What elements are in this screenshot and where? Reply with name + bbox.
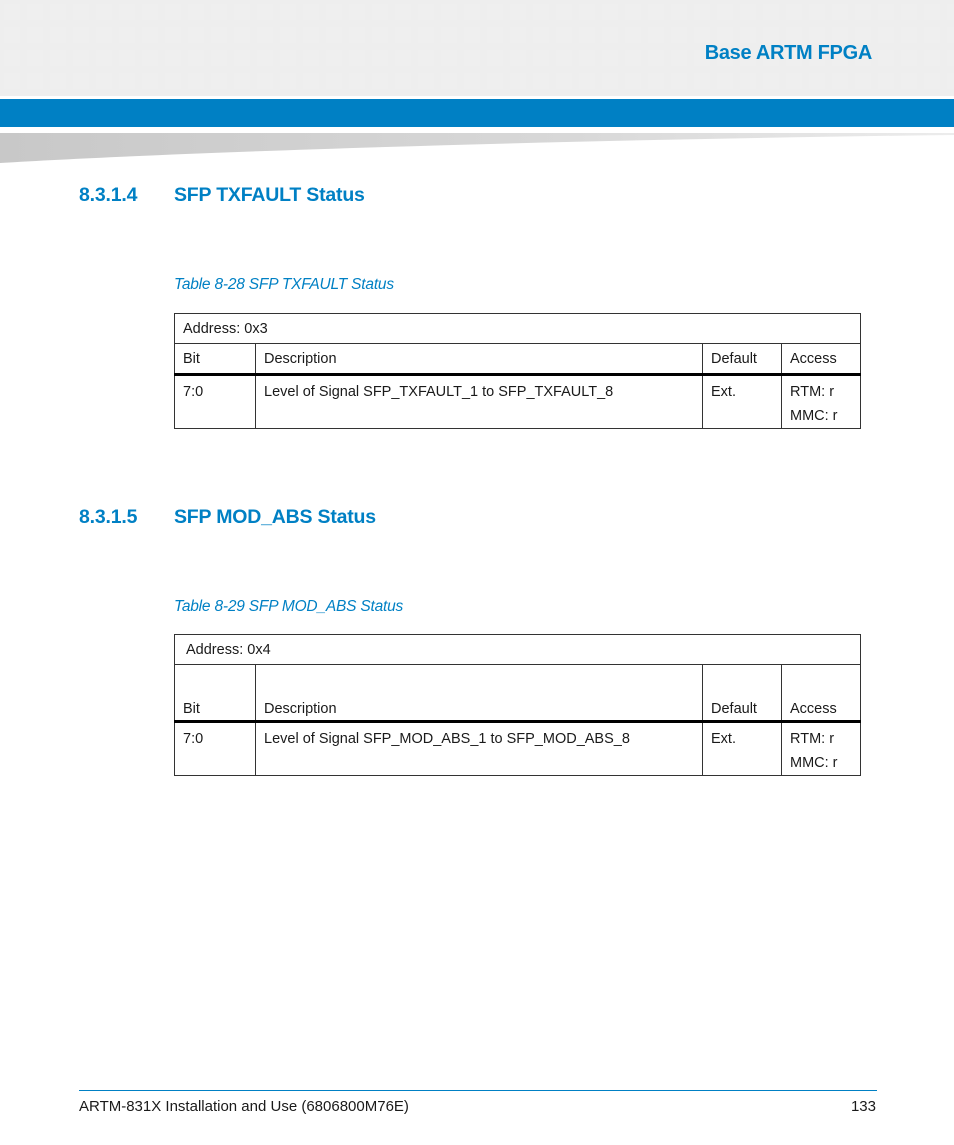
pattern-tile: [556, 73, 572, 89]
pattern-tile: [50, 4, 66, 20]
register-table-modabs: [174, 634, 861, 776]
pattern-tile: [96, 73, 112, 89]
pattern-tile: [648, 27, 664, 43]
pattern-tile: [257, 73, 273, 89]
col-header-description: Description: [256, 344, 703, 375]
access-line: RTM: r: [790, 731, 835, 747]
pattern-tile: [878, 27, 894, 43]
pattern-tile: [625, 73, 641, 89]
pattern-tile: [602, 27, 618, 43]
footer-rule: [79, 1090, 877, 1091]
pattern-tile: [464, 27, 480, 43]
pattern-tile: [556, 27, 572, 43]
pattern-tile: [717, 73, 733, 89]
pattern-tile: [441, 4, 457, 20]
pattern-tile: [579, 50, 595, 66]
pattern-tile: [510, 4, 526, 20]
pattern-tile: [855, 73, 871, 89]
section-number: 8.3.1.4: [79, 184, 138, 206]
pattern-tile: [326, 73, 342, 89]
pattern-tile: [855, 27, 871, 43]
pattern-tile: [73, 4, 89, 20]
cell-description: Level of Signal SFP_TXFAULT_1 to SFP_TXFAULT_8: [256, 375, 703, 429]
pattern-tile: [211, 4, 227, 20]
access-line: MMC: r: [790, 408, 838, 424]
pattern-tile: [832, 73, 848, 89]
pattern-tile: [257, 50, 273, 66]
pattern-tile: [924, 73, 940, 89]
pattern-tile: [303, 50, 319, 66]
pattern-tile: [349, 4, 365, 20]
pattern-tile: [27, 50, 43, 66]
pattern-tile: [832, 4, 848, 20]
pattern-tile: [487, 73, 503, 89]
pattern-tile: [349, 73, 365, 89]
pattern-tile: [188, 50, 204, 66]
pattern-tile: [211, 50, 227, 66]
header-swoosh: [0, 127, 954, 163]
pattern-tile: [27, 27, 43, 43]
pattern-tile: [878, 50, 894, 66]
pattern-tile: [763, 73, 779, 89]
pattern-tile: [671, 73, 687, 89]
pattern-tile: [4, 50, 20, 66]
pattern-tile: [188, 4, 204, 20]
pattern-tile: [556, 4, 572, 20]
header-title: Base ARTM FPGA: [704, 42, 872, 64]
pattern-tile: [648, 4, 664, 20]
pattern-tile: [142, 73, 158, 89]
pattern-tile: [556, 50, 572, 66]
pattern-tile: [142, 27, 158, 43]
pattern-tile: [901, 50, 917, 66]
pattern-tile: [27, 4, 43, 20]
pattern-tile: [786, 27, 802, 43]
pattern-tile: [809, 27, 825, 43]
pattern-tile: [142, 4, 158, 20]
table-row: [175, 722, 861, 776]
pattern-tile: [947, 73, 954, 89]
pattern-tile: [487, 27, 503, 43]
pattern-tile: [280, 4, 296, 20]
pattern-tile: [694, 27, 710, 43]
pattern-tile: [441, 50, 457, 66]
pattern-tile: [901, 27, 917, 43]
pattern-tile: [73, 73, 89, 89]
col-header-bit: Bit: [175, 665, 256, 722]
pattern-tile: [809, 73, 825, 89]
pattern-tile: [533, 73, 549, 89]
cell-default: Ext.: [703, 375, 782, 429]
pattern-tile: [510, 27, 526, 43]
pattern-tile: [464, 50, 480, 66]
pattern-tile: [395, 50, 411, 66]
pattern-tile: [579, 27, 595, 43]
address-cell: Address: 0x4: [175, 635, 861, 665]
pattern-tile: [763, 4, 779, 20]
pattern-tile: [625, 50, 641, 66]
pattern-tile: [280, 27, 296, 43]
table-caption: Table 8-29 SFP MOD_ABS Status: [174, 598, 404, 615]
pattern-tile: [50, 73, 66, 89]
pattern-tile: [648, 73, 664, 89]
address-cell: Address: 0x3: [175, 314, 861, 344]
pattern-tile: [947, 4, 954, 20]
pattern-tile: [165, 73, 181, 89]
cell-bit: 7:0: [175, 722, 256, 776]
pattern-tile: [96, 50, 112, 66]
pattern-tile: [73, 27, 89, 43]
pattern-tile: [625, 4, 641, 20]
pattern-tile: [188, 73, 204, 89]
pattern-tile: [372, 50, 388, 66]
pattern-tile: [579, 4, 595, 20]
pattern-tile: [947, 27, 954, 43]
pattern-tile: [740, 4, 756, 20]
pattern-tile: [303, 73, 319, 89]
pattern-tile: [533, 50, 549, 66]
pattern-tile: [602, 50, 618, 66]
pattern-tile: [878, 4, 894, 20]
pattern-tile: [533, 27, 549, 43]
pattern-tile: [901, 4, 917, 20]
pattern-tile: [648, 50, 664, 66]
pattern-tile: [602, 73, 618, 89]
section-heading-txfault: [79, 184, 365, 207]
pattern-tile: [487, 4, 503, 20]
pattern-tile: [280, 50, 296, 66]
pattern-tile: [694, 73, 710, 89]
pattern-tile: [257, 27, 273, 43]
pattern-tile: [694, 4, 710, 20]
pattern-tile: [441, 73, 457, 89]
pattern-tile: [878, 73, 894, 89]
pattern-tile: [418, 50, 434, 66]
pattern-tile: [96, 4, 112, 20]
pattern-tile: [395, 4, 411, 20]
pattern-tile: [740, 73, 756, 89]
pattern-tile: [487, 50, 503, 66]
section-title: SFP TXFAULT Status: [174, 184, 365, 206]
pattern-tile: [4, 4, 20, 20]
pattern-tile: [27, 73, 43, 89]
access-line: MMC: r: [790, 755, 838, 771]
pattern-tile: [441, 27, 457, 43]
pattern-tile: [763, 27, 779, 43]
section-heading-modabs: [79, 506, 376, 529]
col-header-default: Default: [703, 665, 782, 722]
footer-document-title: ARTM-831X Installation and Use (6806800M76E): [79, 1098, 409, 1115]
pattern-tile: [4, 73, 20, 89]
pattern-tile: [717, 27, 733, 43]
pattern-tile: [671, 4, 687, 20]
pattern-tile: [165, 50, 181, 66]
pattern-tile: [809, 4, 825, 20]
pattern-tile: [349, 27, 365, 43]
pattern-tile: [740, 27, 756, 43]
pattern-tile: [372, 4, 388, 20]
access-line: RTM: r: [790, 384, 835, 400]
section-title: SFP MOD_ABS Status: [174, 506, 376, 528]
header-bar: [0, 99, 954, 127]
pattern-tile: [165, 27, 181, 43]
pattern-tile: [924, 4, 940, 20]
pattern-tile: [73, 50, 89, 66]
pattern-tile: [326, 4, 342, 20]
table-caption: Table 8-28 SFP TXFAULT Status: [174, 276, 394, 293]
pattern-tile: [50, 27, 66, 43]
table-row: [175, 375, 861, 429]
pattern-tile: [119, 73, 135, 89]
col-header-description: Description: [256, 665, 703, 722]
pattern-tile: [418, 27, 434, 43]
pattern-tile: [510, 50, 526, 66]
section-number: 8.3.1.5: [79, 506, 138, 528]
pattern-tile: [602, 4, 618, 20]
pattern-tile: [510, 73, 526, 89]
pattern-tile: [717, 4, 733, 20]
pattern-tile: [303, 4, 319, 20]
pattern-tile: [326, 27, 342, 43]
col-header-access: Access: [782, 665, 861, 722]
pattern-tile: [395, 73, 411, 89]
pattern-tile: [96, 27, 112, 43]
pattern-tile: [234, 73, 250, 89]
pattern-tile: [418, 4, 434, 20]
pattern-tile: [395, 27, 411, 43]
pattern-tile: [924, 27, 940, 43]
cell-bit: 7:0: [175, 375, 256, 429]
col-header-bit: Bit: [175, 344, 256, 375]
pattern-tile: [257, 4, 273, 20]
pattern-tile: [372, 27, 388, 43]
pattern-tile: [188, 27, 204, 43]
pattern-tile: [464, 4, 480, 20]
pattern-tile: [832, 27, 848, 43]
pattern-tile: [786, 4, 802, 20]
pattern-tile: [119, 50, 135, 66]
cell-default: Ext.: [703, 722, 782, 776]
pattern-tile: [119, 4, 135, 20]
pattern-tile: [464, 73, 480, 89]
register-table-txfault: [174, 313, 861, 429]
pattern-tile: [165, 4, 181, 20]
pattern-tile: [901, 73, 917, 89]
pattern-tile: [326, 50, 342, 66]
page-number: 133: [850, 1098, 876, 1115]
cell-access: [782, 375, 861, 429]
pattern-tile: [4, 27, 20, 43]
pattern-tile: [947, 50, 954, 66]
pattern-tile: [671, 50, 687, 66]
col-header-default: Default: [703, 344, 782, 375]
pattern-tile: [234, 50, 250, 66]
pattern-tile: [349, 50, 365, 66]
pattern-tile: [418, 73, 434, 89]
cell-access: [782, 722, 861, 776]
pattern-tile: [786, 73, 802, 89]
pattern-tile: [855, 4, 871, 20]
pattern-tile: [142, 50, 158, 66]
pattern-tile: [671, 27, 687, 43]
pattern-tile: [579, 73, 595, 89]
pattern-tile: [50, 50, 66, 66]
pattern-tile: [625, 27, 641, 43]
pattern-tile: [303, 27, 319, 43]
pattern-tile: [211, 27, 227, 43]
pattern-tile: [280, 73, 296, 89]
pattern-tile: [533, 4, 549, 20]
pattern-tile: [211, 73, 227, 89]
pattern-tile: [119, 27, 135, 43]
pattern-tile: [372, 73, 388, 89]
pattern-tile: [924, 50, 940, 66]
cell-description: Level of Signal SFP_MOD_ABS_1 to SFP_MOD_ABS_8: [256, 722, 703, 776]
col-header-access: Access: [782, 344, 861, 375]
pattern-tile: [234, 27, 250, 43]
pattern-tile: [234, 4, 250, 20]
